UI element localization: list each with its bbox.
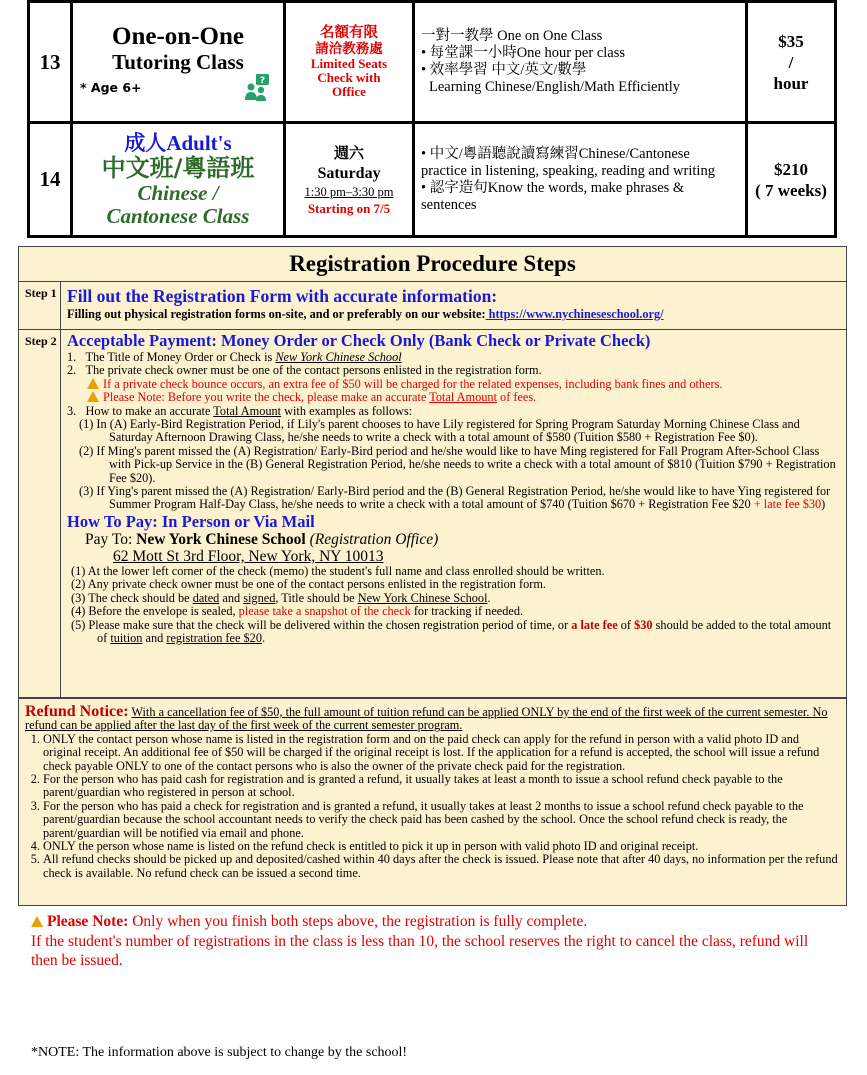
payment-item-3: 3. How to make an accurate Total Amount with examples as follows:: [67, 403, 413, 418]
warning-icon: [87, 378, 99, 389]
class-title: [72, 2, 285, 123]
price-amount: $35: [778, 31, 804, 51]
refund-heading: Refund Notice:: [25, 703, 129, 720]
schedule-start: Starting on 7/5: [307, 201, 391, 216]
desc-line: • 每堂課一小時One hour per class: [421, 45, 626, 61]
schedule-en-2: Check with: [317, 70, 381, 85]
schedule-zh-day: 週六: [333, 144, 364, 162]
step-1: [19, 282, 846, 330]
class-number: 13: [29, 2, 72, 123]
example-3: (3) If Ying's parent missed the (A) Registration/ Early-Bird period and the (B) General Registration Period, he/she would like to have Ying registered for Summer Program Half-Day Class, he/she needs to write a check with a total amount of $740 (Tuition $670 + Registration Fee $20 + late fee $30): [79, 484, 831, 512]
price-amount: $210: [774, 159, 808, 179]
please-note: [31, 912, 831, 971]
step-1-heading: Fill out the Registration Form with accurate information:: [67, 286, 498, 306]
pay-to: Pay To: New York Chinese School (Registration Office): [85, 530, 439, 548]
class-row: [29, 2, 836, 123]
desc-line: • 中文/粵語聽說讀寫練習Chinese/Cantonese practice in listening, speaking, reading and writing: [421, 145, 715, 179]
payment-item-2: 2. The private check owner must be one of the contact persons enlisted in the registration form.: [67, 363, 542, 378]
registration-panel: [18, 246, 847, 698]
schedule-zh-1: 名額有限: [320, 25, 378, 41]
desc-line: 一對一教學 One on One Class: [421, 28, 603, 44]
step-1-text: Filling out physical registration forms on-site, and or preferably on our website:: [67, 307, 486, 321]
example-2: (2) If Ming's parent missed the (A) Registration/ Early-Bird period and he/she would like to have Ming registered for Fall Program After-School Class with Pick-up Service in the (B) General Registration Period, he/she needs to write a check with a total amount of $810 (Tuition $790 + Registration Fee $20).: [79, 443, 836, 485]
registration-title: Registration Procedure Steps: [19, 247, 846, 282]
title-zh-class: 中文班/粵語班: [101, 153, 255, 182]
refund-list: [25, 733, 840, 880]
class-price: [747, 123, 836, 237]
price-duration: ( 7 weeks): [755, 180, 827, 200]
title-italic-1: Chinese /: [137, 180, 219, 205]
step-2-label: Step 2: [19, 330, 61, 697]
class-title-line2: Tutoring Class: [112, 49, 244, 74]
schedule-zh-2: 請洽教務處: [315, 41, 383, 57]
class-schedule: [285, 123, 414, 237]
list-item: 2. For the person who has paid cash for registration and is granted a refund, it usually takes at least a month to issue a school refund check payable to the parent/guardian who registered in person at school.: [43, 773, 840, 800]
how-to-pay-heading: How To Pay: In Person or Via Mail: [67, 511, 315, 531]
footnote: *NOTE: The information above is subject to change by the school!: [31, 1045, 408, 1060]
note-heading: Please Note:: [47, 913, 129, 930]
class-number: 14: [29, 123, 72, 237]
class-description: [414, 123, 747, 237]
list-item: 5. All refund checks should be picked up and deposited/cashed within 40 days after the check is issued. Please note that after 40 days, no information per the refund check is available. No refund check can be issued a second time.: [43, 853, 840, 880]
warning-bounce: If a private check bounce occurs, an extra fee of $50 will be charged for the related expenses, including bank fines and others.: [67, 378, 840, 391]
title-italic-2: Cantonese Class: [106, 203, 250, 228]
people-question-icon: [242, 74, 272, 102]
age-label: * Age 6+: [80, 80, 142, 95]
svg-text:?: ?: [259, 75, 266, 86]
warning-total: Please Note: Before you write the check, please make an accurate Total Amount of fees.: [67, 391, 840, 404]
example-1: (1) In (A) Early-Bird Registration Period, if Lily's parent chooses to have Lily registered for Spring Program Saturday Morning Chinese Class and Saturday Afternoon Drawing Class, he/she needs to write a check with a total amount of $580 (Tuition $580 + Registration Fee $0).: [79, 417, 800, 445]
mailing-address: 62 Mott St 3rd Floor, New York, NY 10013: [113, 547, 384, 565]
step-2-heading: Acceptable Payment: Money Order or Check Only (Bank Check or Private Check): [67, 331, 651, 350]
desc-line: Learning Chinese/English/Math Efficiently: [429, 79, 681, 95]
title-en-adult: Adult's: [166, 130, 232, 155]
class-description: [414, 2, 747, 123]
warning-icon: [31, 916, 43, 927]
schedule-day: Saturday: [317, 165, 381, 182]
pay-instruction-3: (3) The check should be dated and signed, Title should be New York Chinese School.: [71, 590, 491, 605]
website-link[interactable]: https://www.nychineseschool.org/: [485, 307, 664, 321]
list-item: 4. ONLY the person whose name is listed on the refund check is entitled to pick it up in person with valid photo ID and original receipt.: [43, 840, 840, 853]
schedule-en-3: Office: [332, 84, 366, 99]
class-schedule: [285, 2, 414, 123]
title-zh-adult: 成人: [124, 130, 167, 155]
schedule-time: 1:30 pm–3:30 pm: [304, 185, 394, 199]
desc-line: • 認字造句Know the words, make phrases & sentences: [421, 179, 685, 213]
price-sep: /: [788, 52, 794, 72]
pay-instruction-4: (4) Before the envelope is sealed, please take a snapshot of the check for tracking if needed.: [71, 604, 524, 619]
price-unit: hour: [773, 73, 809, 93]
step-2: [19, 330, 846, 697]
refund-panel: [18, 698, 847, 906]
class-price: [747, 2, 836, 123]
desc-line: • 效率學習 中文/英文/數學: [421, 62, 587, 78]
class-row: [29, 123, 836, 237]
list-item: 3. For the person who has paid a check for registration and is granted a refund, it usually takes at least 2 months to issue a school refund check payable to the parent/guardian because the school accountant needs to verify the check paid has been cashed by the school. Once the school refund check is ready, the parent/guardian will be notified via email and phone.: [43, 800, 840, 840]
refund-intro: Refund Notice: With a cancellation fee of $50, the full amount of tuition refund can be applied ONLY by the end of the first week of the current semester. No refund can be applied after the last day of the first week of the current semester program.: [25, 703, 828, 733]
class-title: [72, 123, 285, 237]
step-1-label: Step 1: [19, 282, 61, 329]
class-title-line1: One-on-One: [112, 22, 244, 50]
note-line-1: Only when you finish both steps above, the registration is fully complete.: [128, 913, 588, 930]
warning-icon: [87, 391, 99, 402]
pay-instruction-2: (2) Any private check owner must be one of the contact persons enlisted in the registration form.: [71, 577, 546, 592]
note-line-2: If the student's number of registrations in the class is less than 10, the school reserves the right to cancel the class, refund will then be issued.: [31, 932, 809, 969]
pay-instruction-1: (1) At the lower left corner of the check (memo) the student's full name and class enrolled should be written.: [71, 563, 605, 578]
pay-instruction-5: (5) Please make sure that the check will be delivered within the chosen registration period of time, or a late fee of $30 should be added to the total amount of tuition and registration fee $20.: [71, 617, 832, 645]
class-table: [27, 0, 837, 238]
schedule-en-1: Limited Seats: [310, 56, 388, 71]
payment-item-1: 1. The Title of Money Order or Check is New York Chinese School: [67, 350, 402, 364]
list-item: 1. ONLY the contact person whose name is listed in the registration form and on the paid check can apply for the refund in person with a valid photo ID and original receipt. An additional fee of $50 will be charged if the original receipt is lost. If the application for a refund is accepted, the school will issue a refund check payable ONLY to one of the contact persons who is also the owner of the private check paid for the registration.: [43, 733, 840, 773]
